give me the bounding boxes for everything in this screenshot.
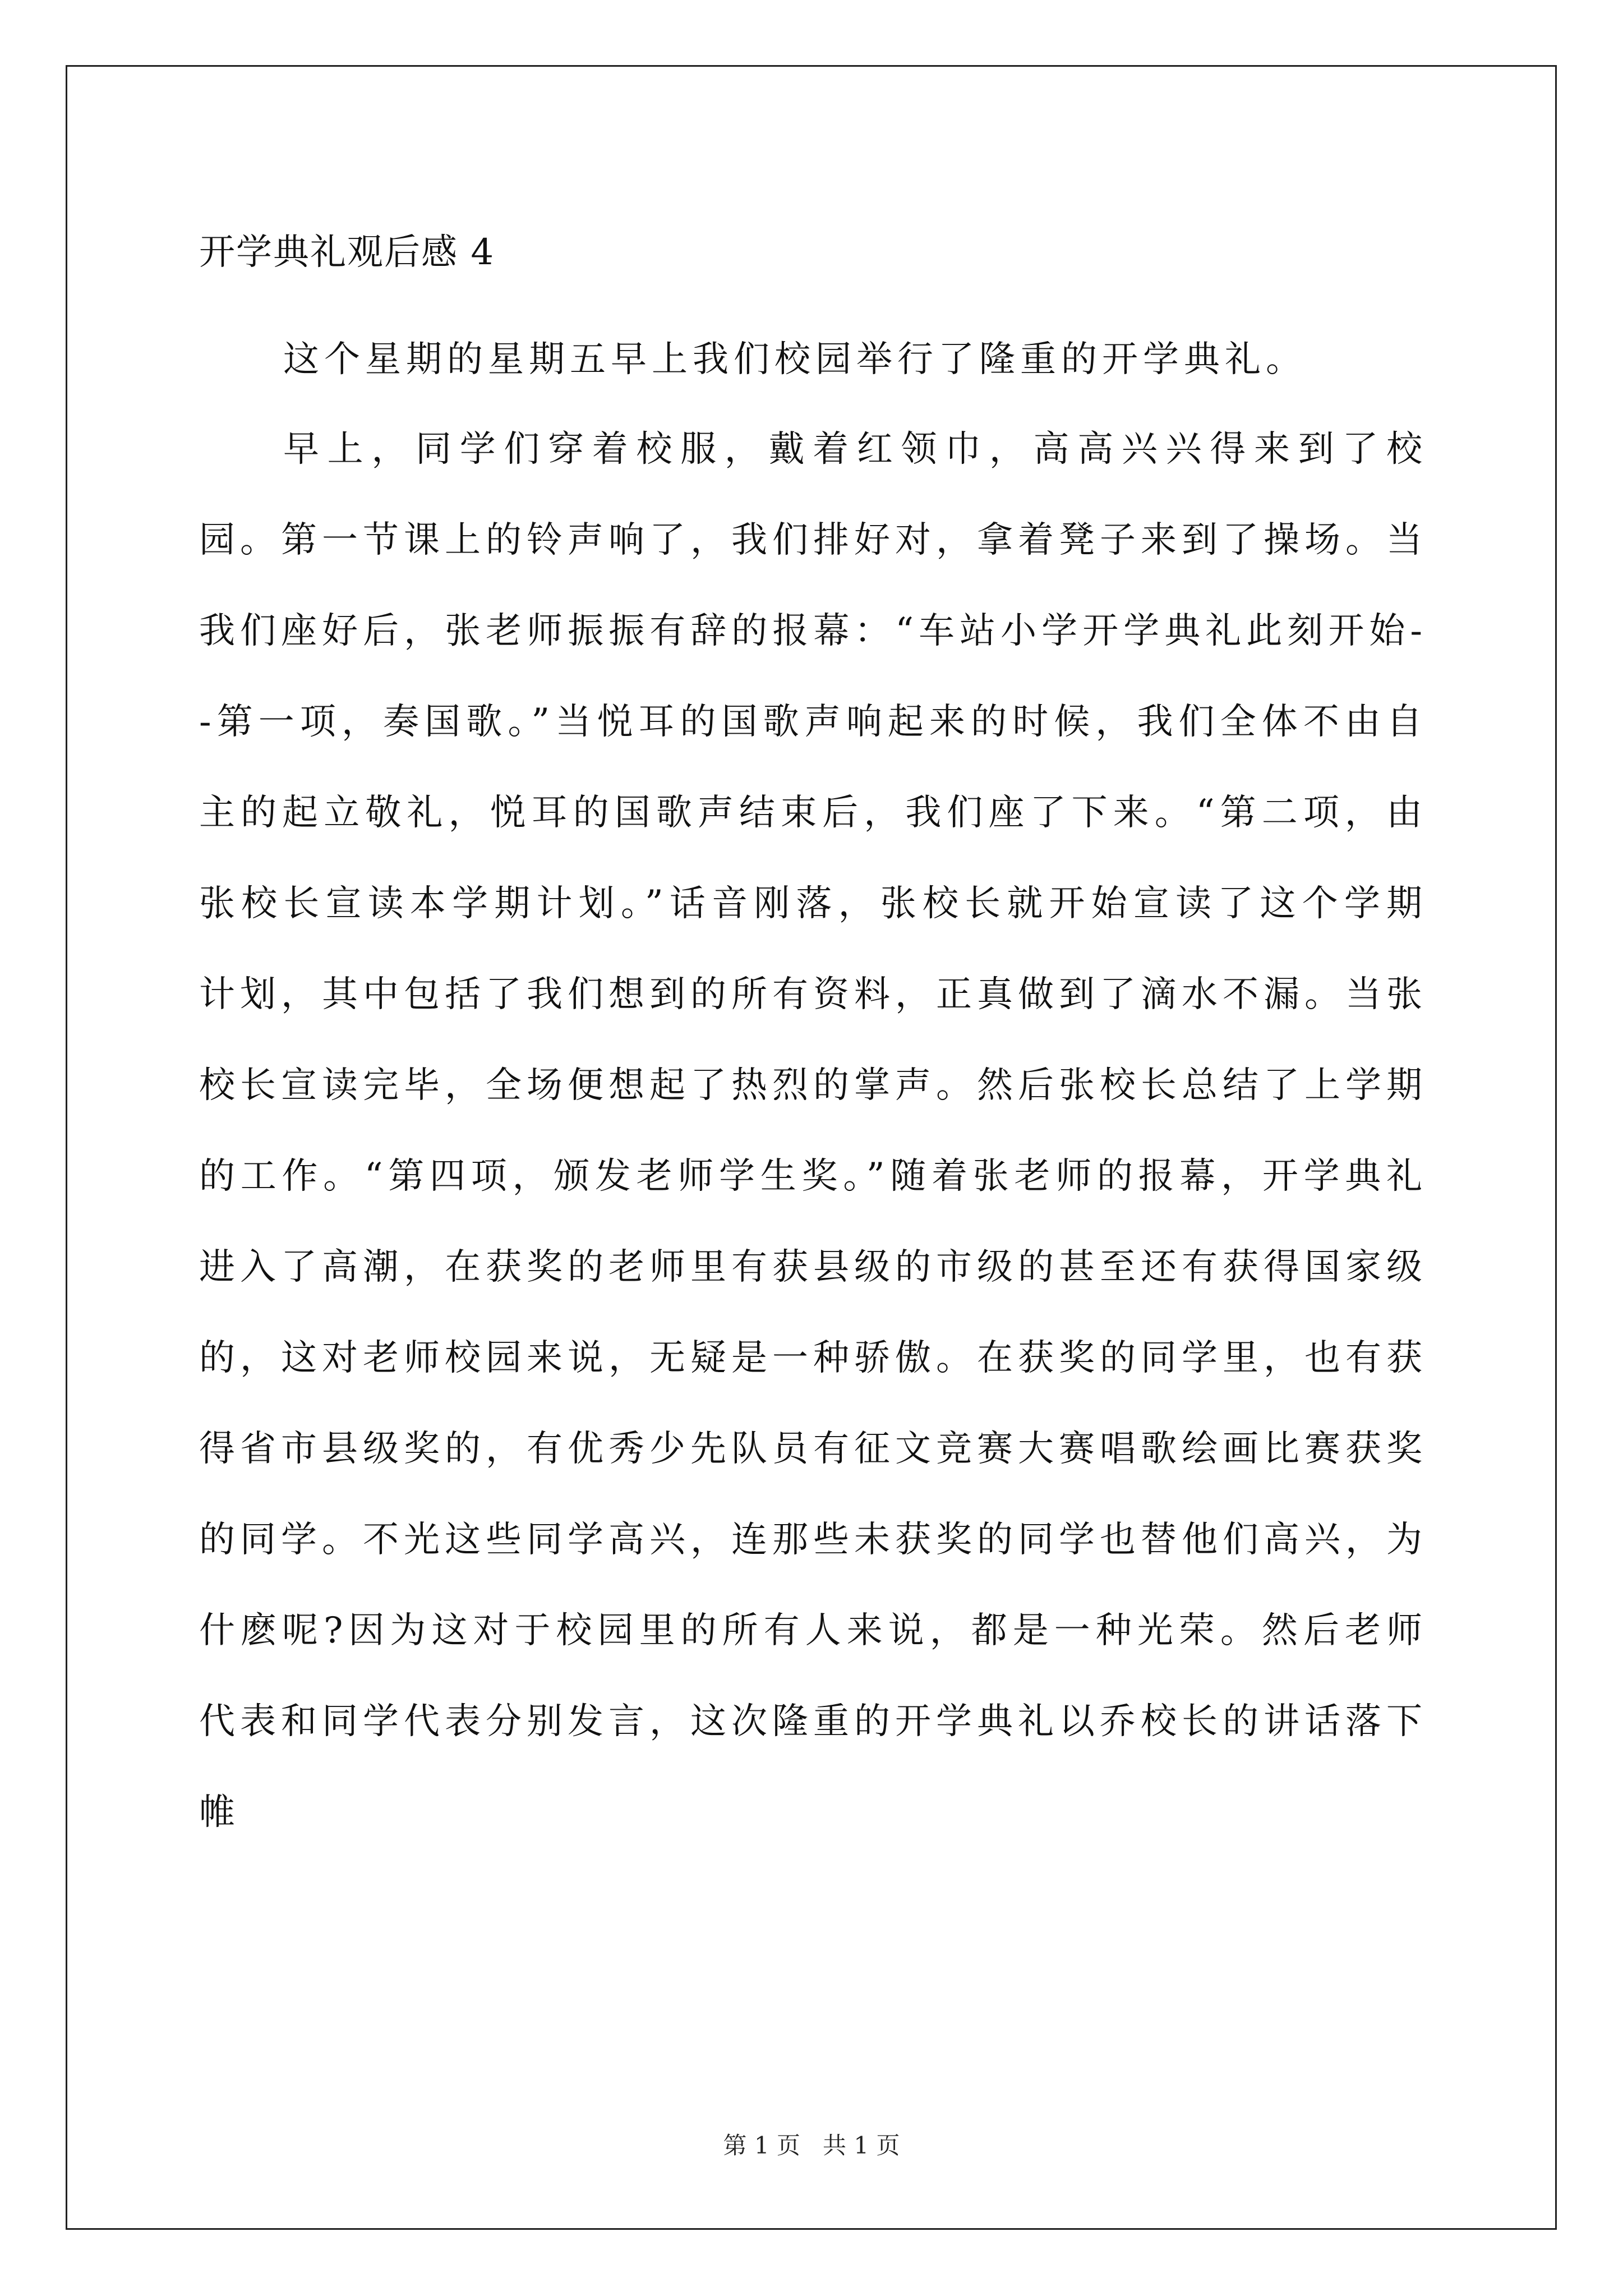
paragraph-body: 早上，同学们穿着校服，戴着红领巾，高高兴兴得来到了校园。第一节课上的铃声响了，我们排好对，拿着凳子来到了操场。当我们座好后，张老师振振有辞的报幕：“车站小学开学典礼此刻开始--第一项，奏国歌。”当悦耳的国歌声响起来的时候，我们全体不由自主的起立敬礼，悦耳的国歌声结束后，我们座了下来。“第二项，由张校长宣读本学期计划。”话音刚落，张校长就开始宣读了这个学期计划，其中包括了我们想到的所有资料，正真做到了滴水不漏。当张校长宣读完毕，全场便想起了热烈的掌声。然后张校长总结了上学期的工作。“第四项，颁发老师学生奖。”随着张老师的报幕，开学典礼进入了高潮，在获奖的老师里有获县级的市级的甚至还有获得国家级的，这对老师校园来说，无疑是一种骄傲。在获奖的同学里，也有获得省市县级奖的，有优秀少先队员有征文竞赛大赛唱歌绘画比赛获奖的同学。不光这些同学高兴，连那些未获奖的同学也替他们高兴，为什麽呢?因为这对于校园里的所有人来说，都是一种光荣。然后老师代表和同学代表分别发言，这次隆重的开学典礼以乔校长的讲话落下帷 [199, 429, 1427, 1833]
document-title: 开学典礼观后感 4 [199, 232, 495, 273]
page-number-footer: 第 1 页 共 1 页 [723, 2132, 900, 2159]
paragraph-intro: 这个星期的星期五早上我们校园举行了隆重的开学典礼。 [283, 339, 1307, 380]
